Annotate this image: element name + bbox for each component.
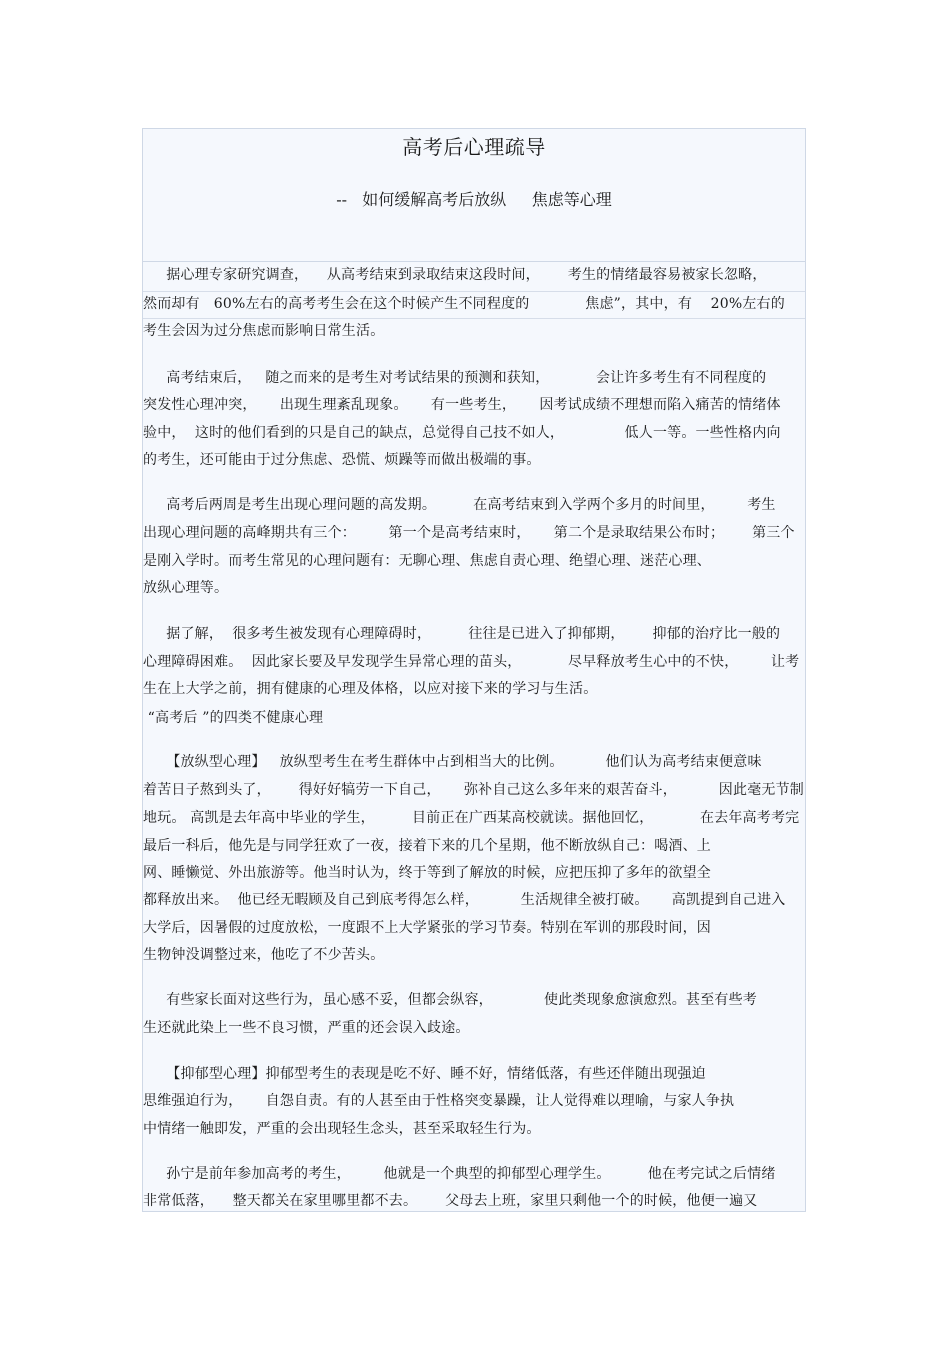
document-page (142, 128, 806, 1212)
body-line: 是刚入学时。而考生常见的心理问题有：无聊心理、焦虑自责心理、绝望心理、迷茫心理、 (143, 553, 711, 569)
body-line: 突发性心理冲突， 出现生理紊乱现象。 有一些考生， 因考试成绩不理想而陷入痛苦的情绪体 (143, 397, 781, 413)
body-line: 据了解， 很多考生被发现有心理障碍时， 往往是已进入了抑郁期， 抑郁的治疗比一般的 (143, 626, 781, 642)
body-line: 网、睡懒觉、外出旅游等。他当时认为，终于等到了解放的时候，应把压抑了多年的欲望全 (143, 865, 711, 881)
body-line: 高考后两周是考生出现心理问题的高发期。 在高考结束到入学两个多月的时间里， 考生 (143, 497, 776, 513)
body-line: 地玩。 高凯是去年高中毕业的学生， 目前正在广西某高校就读。据他回忆， 在去年高考考完 (143, 810, 800, 826)
page-title: 高考后心理疏导 (402, 135, 546, 159)
section-heading: “高考后 ”的四类不健康心理 (143, 710, 324, 726)
body-line: 非常低落， 整天都关在家里哪里都不去。 父母去上班，家里只剩他一个的时候，他便一遍又 (143, 1193, 758, 1209)
body-line: 据心理专家研究调查， 从高考结束到录取结束这段时间， 考生的情绪最容易被家长忽略， (143, 267, 767, 283)
table-row-divider (143, 318, 805, 319)
body-line: 思维强迫行为， 自怨自责。有的人甚至由于性格突变暴躁，让人觉得难以理喻，与家人争执 (143, 1093, 735, 1109)
body-line: 有些家长面对这些行为，虽心感不妥，但都会纵容， 使此类现象愈演愈烈。甚至有些考 (143, 992, 758, 1008)
body-line: 中情绪一触即发，严重的会出现轻生念头，甚至采取轻生行为。 (143, 1121, 541, 1137)
body-line: 生在上大学之前，拥有健康的心理及体格，以应对接下来的学习与生活。 (143, 681, 598, 697)
body-line: 都释放出来。 他已经无暇顾及自己到底考得怎么样， 生活规律全被打破。 高凯提到自己进入 (143, 892, 786, 908)
body-line: 的考生，还可能由于过分焦虑、恐慌、烦躁等而做出极端的事。 (143, 452, 541, 468)
body-line: 考生会因为过分焦虑而影响日常生活。 (143, 323, 385, 339)
body-line: 【抑郁型心理】抑郁型考生的表现是吃不好、睡不好，情绪低落，有些还伴随出现强迫 (143, 1066, 706, 1082)
body-line: 大学后，因暑假的过度放松，一度跟不上大学紧张的学习节奏。特别在军训的那段时间，因 (143, 920, 711, 936)
body-line: 放纵心理等。 (143, 580, 229, 596)
body-line: 出现心理问题的高峰期共有三个： 第一个是高考结束时， 第二个是录取结果公布时； 第三个 (143, 525, 795, 541)
body-line: 最后一科后，他先是与同学狂欢了一夜，接着下来的几个星期，他不断放纵自己：喝酒、上 (143, 838, 711, 854)
body-line: 孙宁是前年参加高考的考生， 他就是一个典型的抑郁型心理学生。 他在考完试之后情绪 (143, 1166, 776, 1182)
body-line: 着苦日子熬到头了， 得好好犒劳一下自己， 弥补自己这么多年来的艰苦奋斗， 因此毫无节制 (143, 782, 805, 798)
title-box (143, 129, 805, 262)
page-subtitle: -- 如何缓解高考后放纵 焦虑等心理 (336, 190, 612, 209)
body-line: 高考结束后， 随之而来的是考生对考试结果的预测和获知， 会让许多考生有不同程度的 (143, 370, 767, 386)
body-line: 生还就此染上一些不良习惯，严重的还会误入歧途。 (143, 1020, 470, 1036)
body-line: 然而却有 60%左右的高考考生会在这个时候产生不同程度的 焦虑”，其中，有 20%左右的 (143, 296, 785, 312)
body-line: 生物钟没调整过来，他吃了不少苦头。 (143, 947, 385, 963)
body-line: 【放纵型心理】 放纵型考生在考生群体中占到相当大的比例。 他们认为高考结束便意味 (143, 754, 762, 770)
body-line: 验中， 这时的他们看到的只是自己的缺点，总觉得自己技不如人， 低人一等。一些性格内向 (143, 425, 781, 441)
body-line: 心理障碍困难。 因此家长要及早发现学生异常心理的苗头， 尽早释放考生心中的不快， 让考 (143, 654, 800, 670)
table-row-divider (143, 291, 805, 292)
